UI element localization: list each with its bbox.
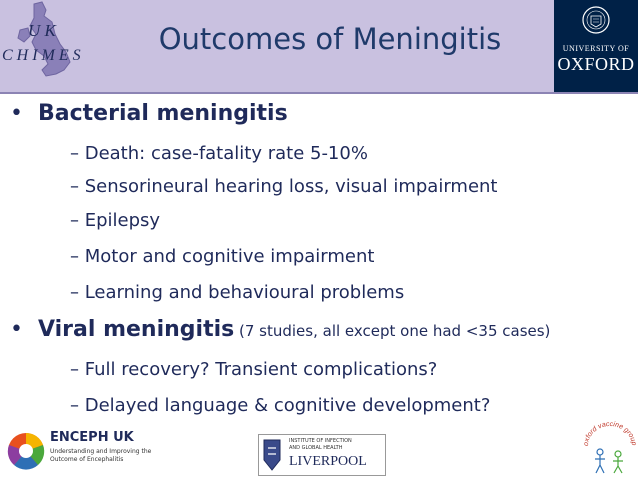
enceph-name: ENCEPH UK bbox=[50, 430, 134, 445]
bacterial-item-death: – Death: case-fatality rate 5-10% bbox=[70, 143, 368, 164]
bacterial-item-epilepsy: – Epilepsy bbox=[70, 210, 161, 231]
bullet-symbol: • bbox=[10, 317, 23, 342]
bullet-viral bbox=[10, 317, 551, 342]
vaccine-group-figures-icon bbox=[584, 420, 636, 476]
svg-text:oxford vaccine group bbox=[584, 421, 636, 446]
oxford-university-of: UNIVERSITY OF bbox=[562, 44, 630, 53]
bacterial-item-learning: – Learning and behavioural problems bbox=[70, 282, 405, 303]
bullet-bacterial bbox=[10, 101, 288, 126]
slide-title: Outcomes of Meningitis bbox=[158, 22, 502, 56]
enceph-tagline-2: Outcome of Encephalitis bbox=[50, 456, 124, 463]
liverpool-name: LIVERPOOL bbox=[289, 454, 367, 469]
bacterial-item-motor: – Motor and cognitive impairment bbox=[70, 246, 375, 267]
enceph-tagline-1: Understanding and Improving the bbox=[50, 448, 152, 455]
uk-letters: U K bbox=[28, 21, 56, 40]
liverpool-logo bbox=[258, 434, 386, 476]
liverpool-line-1: INSTITUTE OF INFECTION bbox=[289, 438, 352, 444]
color-wheel-icon bbox=[6, 428, 48, 474]
oxford-vaccine-group-logo bbox=[584, 420, 636, 476]
enceph-uk-logo bbox=[6, 428, 176, 474]
viral-heading: Viral meningitis bbox=[38, 317, 235, 342]
bacterial-item-hearing: – Sensorineural hearing loss, visual impairment bbox=[70, 176, 498, 197]
bullet-symbol: • bbox=[10, 101, 23, 126]
ovg-text: xford vaccine grou bbox=[584, 420, 636, 443]
oxford-name: OXFORD bbox=[557, 54, 635, 74]
viral-item-recovery: – Full recovery? Transient complications? bbox=[70, 359, 438, 380]
liverpool-crest-icon bbox=[262, 438, 282, 472]
viral-note: (7 studies, all except one had <35 cases) bbox=[234, 322, 551, 340]
liverpool-line-2: AND GLOBAL HEALTH bbox=[289, 445, 343, 451]
chimes-letters: C H I M E S bbox=[2, 47, 81, 64]
viral-item-delayed: – Delayed language & cognitive development? bbox=[70, 395, 491, 416]
bacterial-heading: Bacterial meningitis bbox=[38, 101, 288, 126]
